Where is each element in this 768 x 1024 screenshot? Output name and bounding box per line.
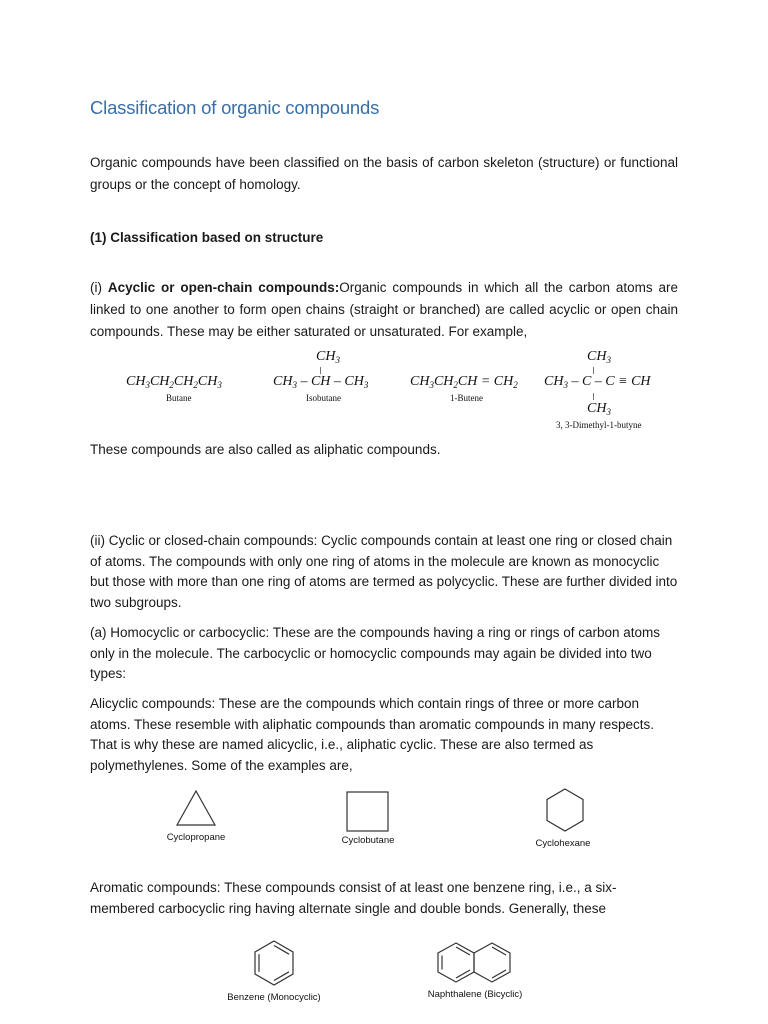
aliphatic-note: These compounds are also called as aliphatic compounds. bbox=[90, 442, 441, 457]
benzene-icon bbox=[252, 939, 296, 987]
cyclobutane-icon bbox=[346, 791, 390, 833]
cyclopropane-icon bbox=[175, 789, 217, 827]
formula-dimethylbutyne: $CH_3$ – C – C ≡ CH bbox=[544, 374, 651, 390]
isobutane-branch: $CH_3$ bbox=[316, 349, 340, 365]
label-butene: 1-Butene bbox=[450, 393, 483, 403]
acyclic-paragraph bbox=[90, 277, 678, 343]
dimethylbutyne-bottom-branch: $CH_3$ bbox=[587, 401, 611, 417]
label-isobutane: Isobutane bbox=[306, 393, 341, 403]
dimethylbutyne-top-branch: $CH_3$ bbox=[587, 349, 611, 365]
isobutane-bond bbox=[320, 367, 321, 374]
formula-butane: $CH_3CH_2CH_2CH_3$ bbox=[126, 374, 222, 390]
acyclic-term: Acyclic or open-chain compounds: bbox=[107, 280, 340, 295]
label-benzene: Benzene (Monocyclic) bbox=[227, 992, 321, 1003]
homocyclic-paragraph: (a) Homocyclic or carbocyclic: These are the compounds having a ring or rings of carbon atoms only in the molecule. The carbocyclic or homocyclic compounds may again be divided into two types: bbox=[90, 625, 661, 681]
label-butane: Butane bbox=[166, 393, 192, 403]
label-cyclobutane: Cyclobutane bbox=[341, 835, 395, 846]
alicyclic-paragraph: Alicyclic compounds: These are the compounds which contain rings of three or more carbon atoms. These resemble with aliphatic compounds than aromatic compounds in many respects. That is why these are named alicyclic, i.e., aliphatic cyclic. These are also termed as polymethylenes. Some of the examples are, bbox=[90, 696, 655, 773]
naphthalene-icon bbox=[437, 941, 513, 983]
section-heading: (1) Classification based on structure bbox=[90, 230, 324, 245]
label-cyclopropane: Cyclopropane bbox=[166, 832, 226, 843]
page-title: Classification of organic compounds bbox=[90, 97, 380, 118]
aromatic-paragraph: Aromatic compounds: These compounds consist of at least one benzene ring, i.e., a six-membered carbocyclic ring having alternate single and double bonds. Generally, these bbox=[90, 880, 617, 916]
intro-paragraph: Organic compounds have been classified on the basis of carbon skeleton (structure) or functional groups or the concept of homology. bbox=[90, 155, 678, 192]
label-dimethylbutyne: 3, 3-Dimethyl-1-butyne bbox=[556, 420, 642, 430]
acyclic-prefix: (i) bbox=[90, 280, 108, 295]
dimethylbutyne-top-bond bbox=[593, 367, 594, 374]
formula-butene: $CH_3CH_2CH = CH_2$ bbox=[410, 374, 518, 390]
label-naphthalene: Naphthalene (Bicyclic) bbox=[427, 989, 523, 1000]
acyclic-text: Organic compounds in which all the carbon atoms are linked to one another to form open chains (straight or branched) are called acyclic or open chain compounds. These may be either saturated or unsaturated. For example, bbox=[90, 280, 679, 339]
dimethylbutyne-bottom-bond bbox=[593, 393, 594, 400]
label-cyclohexane: Cyclohexane bbox=[535, 838, 591, 849]
cyclohexane-icon bbox=[543, 787, 587, 833]
cyclic-paragraph: (ii) Cyclic or closed-chain compounds: Cyclic compounds contain at least one ring or closed chain of atoms. The compounds with only one ring of atoms in the molecule are known as monocyclic but those with more than one ring of atoms are termed as polycyclic. These are further divided into two subgroups. bbox=[90, 533, 678, 610]
formula-isobutane: $CH_3$ – CH – $CH_3$ bbox=[273, 374, 369, 390]
